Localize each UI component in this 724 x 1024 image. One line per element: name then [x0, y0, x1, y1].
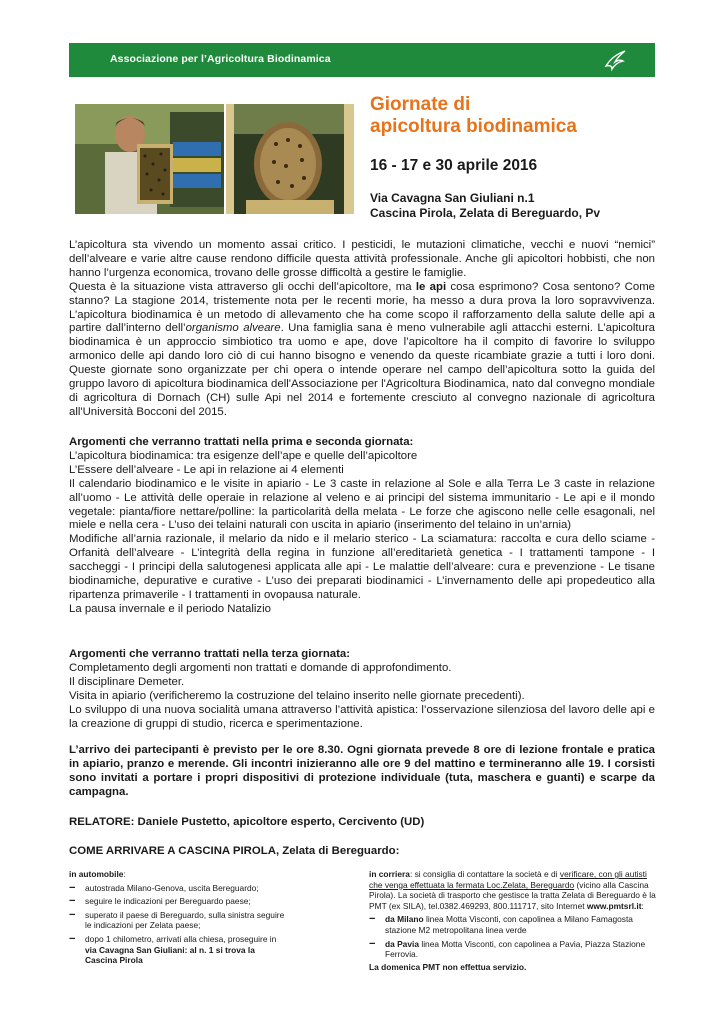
beekeeper-holding-frame-photo — [75, 104, 224, 214]
section-day-3 — [69, 648, 655, 731]
section-1-heading: Argomenti che verranno trattati nella prima e seconda giornata: — [69, 436, 414, 448]
section-2-line: Completamento degli argomenti non trattati e domande di approfondimento. — [69, 661, 452, 674]
title-line-1: Giornate di — [370, 94, 471, 115]
intro-paragraph-1: L’apicoltura sta vivendo un momento assai critico. I pesticidi, le mutazioni climatiche, vecchi e nuovi “nemici” dell’alveare e varie altre cause rendono difficile questa attività professionale. Anche gli apicoltori hobbisti, che non hanno l’urgenza economica, trovano delle grosse difficoltà a gestire le famiglie. — [69, 239, 655, 279]
intro-p2-organism: organismo alveare — [185, 322, 281, 335]
title-line-2: apicoltura biodinamica — [370, 116, 577, 137]
speaker-line: RELATORE: Daniele Pustetto, apicoltore esperto, Cercivento (UD) — [69, 816, 425, 828]
sunday-note: La domenica PMT non effettua servizio. — [369, 961, 527, 972]
car-step-final: − dopo 1 chilometro, arrivati alla chiesa, proseguire in via Cavagna San Giuliani: al n. 1 si trova la Cascina Pirola — [69, 932, 277, 966]
venue-address-2: Cascina Pirola, Zelata di Bereguardo, Pv — [370, 206, 601, 220]
directions-heading-main: COME ARRIVARE A CASCINA PIROLA — [69, 845, 276, 857]
car-label: in automobile — [69, 869, 124, 879]
section-1-paragraph-2: Modifiche all’arnia razionale, il melario da nido e il melario sterico - La sciamatura: raccolta e cura dello sciame - Orfanità dell’alveare - L’integrità della regina in funzione all’ereditarietà genetica - I trattamenti tampone - I saccheggi - I principi della salutogenesi applicata alle api - Le malattie dell’alveare: cura e prevenzione - Le tisane biodinamiche, depurative e curative - L’uso dei preparati biodinamici - L’invernamento delle api propedeutico alla ripartenza primaverile - I trattamenti in ovopausa naturale. — [69, 533, 655, 601]
wild-honeycomb-in-hive-photo — [226, 104, 354, 214]
logistics-text: L’arrivo dei partecipanti è previsto per le ore 8.30. Ogni giornata prevede 8 ore di lezione frontale e pratica in apiario, pranzo e merende. Gli incontri inizieranno alle ore 9 del mattino e termineranno alle 19. I corsisti sono invitati a portare i propri dispositivi di protezione individuale (tuta, maschera e guanti) e scarpe da campagna. — [69, 744, 655, 798]
section-1-line: L’Essere dell’alveare - Le api in relazione ai 4 elementi — [69, 463, 344, 476]
section-1-last: La pausa invernale e il periodo Natalizio — [69, 602, 271, 615]
directions-heading — [69, 845, 655, 859]
event-venue — [370, 191, 600, 221]
section-2-paragraph: Lo sviluppo di una nuova socialità umana attraverso l’attività apistica: l’osservazione silenziosa del lavoro delle api e la creazione di gruppi di studio, ricerca e sperimentazione. — [69, 703, 655, 730]
intro-text — [69, 239, 655, 420]
intro-p2-bees: le api — [415, 280, 447, 293]
flying-bird-logo-icon — [603, 48, 627, 72]
section-2-line: Il disciplinare Demeter. — [69, 675, 185, 688]
venue-address-1: Via Cavagna San Giuliani n.1 — [370, 191, 535, 205]
section-2-line: Visita in apiario (verificheremo la costruzione del telaino inserito nelle giornate precedenti). — [69, 689, 525, 702]
intro-p2-part-c: cosa esprimono? Cosa sentono? Come stanno? La stagione 2014, tristemente nota per le recenti morie, ha messo a dura prova la loro sopravvivenza. L’apicoltura biodinamica è un metodo di allevamento che ha come scopo il rafforzamento della salute delle api a partire dall’interno dell’ — [69, 280, 656, 335]
directions-bus — [369, 869, 656, 972]
car-label-line — [69, 869, 289, 880]
section-1-line: L’apicoltura biodinamica: tra esigenze dell’ape e quelle dell’apicoltore — [69, 449, 418, 462]
organization-name: Associazione per l’Agricoltura Biodinamica — [110, 53, 331, 65]
intro-paragraph-2 — [69, 281, 655, 420]
event-dates: 16 - 17 e 30 aprile 2016 — [370, 157, 538, 174]
bus-from-milano: − da Milano linea Motta Visconti, con capolinea a Milano Famagosta stazione M2 metropolitana linea verde — [369, 913, 633, 935]
bus-info: in corriera: si consiglia di contattare la società e di verificare, con gli autisti che venga effettuata la fermata Loc.Zelata, Bereguardo (vicino alla Cascina Pirola). La società di trasporto che gestisce la tratta Zelata di Bereguardo è la PMT (ex SILA), tel.0382.469293, 800.111717, sito Internet www.pmtsrl.it: — [369, 869, 656, 911]
car-label-suffix: : — [123, 869, 126, 879]
bus-label: in corriera — [369, 869, 410, 879]
directions-heading-place: , Zelata di Bereguardo: — [275, 845, 400, 857]
intro-p2-part-a: Questa è la situazione vista attraverso gli occhi dell’apicoltore, ma — [69, 280, 416, 293]
event-title — [370, 94, 577, 138]
bus-from-pavia: − da Pavia linea Motta Visconti, con capolinea a Pavia, Piazza Stazione Ferrovia. — [369, 937, 646, 960]
section-1-paragraph: Il calendario biodinamico e le visite in apiario - Le 3 caste in relazione al Sole e alla Terra Le 3 caste in relazione all’uomo - Le attività delle operaie in relazione al veleno e ai principi del sistema immunitario - Le api e il mondo vegetale: pianta/fiore nettare/polline: la particolarità della melata - Le forze che agiscono nelle celle esagonali, nel miele e nella cera - L’uso dei telaini naturali con uscita in apiario (inserimento del telaino in un’arnia) — [69, 477, 655, 532]
section-days-1-2 — [69, 436, 655, 617]
directions-car — [69, 869, 289, 966]
car-step: − superato il paese di Bereguardo, sulla sinistra seguire le indicazioni per Zelata paese; — [69, 908, 285, 931]
header-banner — [69, 43, 655, 77]
intro-p2-part-e: . Una famiglia sana è meno vulnerabile agli attacchi esterni. L’apicoltura biodinamica è un approccio simbiotico tra uomo e ape, dove l’apicoltore ha il compito di favorire lo sviluppo armonico delle api dando loro ciò di cui hanno bisogno e venendo da queste ricambiate grazie a tutti i loro doni. Queste giornate sono organizzate per chi opera o intende operare nel campo dell’apicoltura sotto la guida del gruppo lavoro di apicoltura biodinamica dell'Associazione per l'Agricoltura Biodinamica, nato dal convegno mondiale di agricoltura di Dornach (CH) sulle Api nel 2014 e fortemente cresciuto al convegno nazionale di agricoltura all'Università Bocconi del 2015. — [69, 322, 656, 418]
section-2-heading: Argomenti che verranno trattati nella terza giornata: — [69, 648, 351, 660]
pmt-website-link[interactable]: www.pmtsrl.it — [586, 900, 642, 911]
car-step: − seguire le indicazioni per Bereguardo paese; — [69, 895, 251, 908]
car-step: − autostrada Milano-Genova, uscita Bereguardo; — [69, 881, 259, 894]
